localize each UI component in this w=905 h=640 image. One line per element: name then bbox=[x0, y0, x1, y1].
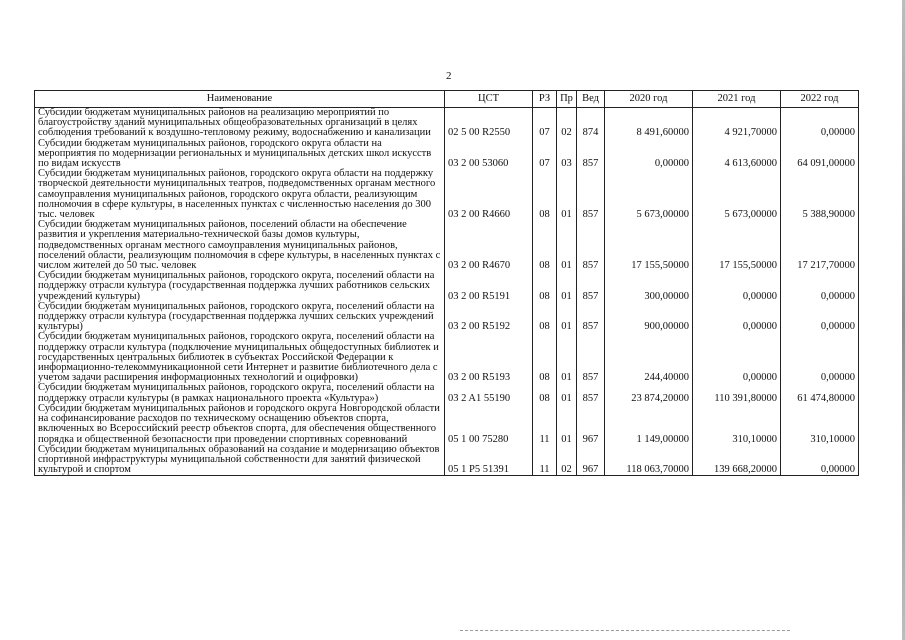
cell-name: Субсидии бюджетам муниципальных районов на реализацию мероприятий по благоустройству зданий муниципальных общеобразовательных организаций в целях соблюдения требований к воздушно-тепловому режиму, водоснабжению и канализации bbox=[35, 108, 445, 139]
header-rz: РЗ bbox=[533, 91, 557, 108]
cell-2021: 4 921,70000 bbox=[693, 108, 781, 139]
table-row bbox=[35, 169, 859, 220]
cell-ved: 857 bbox=[577, 220, 605, 271]
header-2020: 2020 год bbox=[605, 91, 693, 108]
table-row bbox=[35, 332, 859, 383]
cell-pr: 01 bbox=[557, 332, 577, 383]
cell-2022: 61 474,80000 bbox=[781, 383, 859, 403]
cell-code: 03 2 A1 55190 bbox=[445, 383, 533, 403]
cell-name: Субсидии бюджетам муниципальных районов, городского округа, поселений области на поддержку отрасли культура (подключение муниципальных общедоступных библиотек и государственных центральных библиотек в субъектах Российской Федерации к информационно-телекоммуникационной сети Интернет и развитие библиотечного дела с учетом задачи расширения информационных технологий и оцифровки) bbox=[35, 332, 445, 383]
table-row bbox=[35, 383, 859, 403]
cell-2022: 5 388,90000 bbox=[781, 169, 859, 220]
cell-2020: 900,00000 bbox=[605, 302, 693, 333]
cell-name: Субсидии бюджетам муниципальных образований на создание и модернизацию объектов спортивной инфраструктуры муниципальной собственности для занятий физической культурой и спортом bbox=[35, 445, 445, 476]
cell-name: Субсидии бюджетам муниципальных районов, поселений области на обеспечение развития и укрепления материально-технической базы домов культуры, подведомственных органам местного самоуправления муниципальных районов, поселений области, реализующим полномочия в сфере культуры, в населенных пунктах с числом жителей до 50 тыс. человек bbox=[35, 220, 445, 271]
cell-rz: 11 bbox=[533, 445, 557, 476]
cell-ved: 967 bbox=[577, 445, 605, 476]
cell-ved: 857 bbox=[577, 302, 605, 333]
cell-code: 03 2 00 R5192 bbox=[445, 302, 533, 333]
cell-2021: 310,10000 bbox=[693, 404, 781, 445]
table-row bbox=[35, 271, 859, 302]
cell-2020: 17 155,50000 bbox=[605, 220, 693, 271]
cell-rz: 08 bbox=[533, 332, 557, 383]
table-row bbox=[35, 445, 859, 476]
cell-name: Субсидии бюджетам муниципальных районов, городского округа области на поддержку творческой деятельности муниципальных театров, подведомственных органам местного самоуправления муниципальных районов, городского округа области, реализующим полномочия в сфере культуры, в населенных пунктах с численностью населения до 300 тыс. человек bbox=[35, 169, 445, 220]
cell-2022: 0,00000 bbox=[781, 108, 859, 139]
cell-rz: 08 bbox=[533, 302, 557, 333]
table-header bbox=[35, 91, 859, 108]
cell-rz: 07 bbox=[533, 108, 557, 139]
cell-ved: 967 bbox=[577, 404, 605, 445]
cell-2021: 17 155,50000 bbox=[693, 220, 781, 271]
cell-code: 05 1 P5 51391 bbox=[445, 445, 533, 476]
table-row bbox=[35, 139, 859, 170]
table-row bbox=[35, 220, 859, 271]
cell-2022: 64 091,00000 bbox=[781, 139, 859, 170]
cell-rz: 11 bbox=[533, 404, 557, 445]
cell-code: 03 2 00 53060 bbox=[445, 139, 533, 170]
cell-ved: 874 bbox=[577, 108, 605, 139]
cell-ved: 857 bbox=[577, 332, 605, 383]
cell-2020: 1 149,00000 bbox=[605, 404, 693, 445]
cell-2022: 0,00000 bbox=[781, 332, 859, 383]
cell-2020: 23 874,20000 bbox=[605, 383, 693, 403]
cell-pr: 03 bbox=[557, 139, 577, 170]
table-row bbox=[35, 108, 859, 139]
cell-2022: 0,00000 bbox=[781, 271, 859, 302]
cell-ved: 857 bbox=[577, 169, 605, 220]
cell-2021: 4 613,60000 bbox=[693, 139, 781, 170]
cell-pr: 01 bbox=[557, 302, 577, 333]
cell-name: Субсидии бюджетам муниципальных районов, городского округа, поселений области на поддержку отрасли культура (государственная поддержка лучших работников сельских учреждений культуры) bbox=[35, 271, 445, 302]
header-2022: 2022 год bbox=[781, 91, 859, 108]
cell-pr: 02 bbox=[557, 445, 577, 476]
cell-name: Субсидии бюджетам муниципальных районов, городского округа, поселений области на поддержку отрасли культура (государственная поддержка лучших сельских учреждений культуры) bbox=[35, 302, 445, 333]
header-code: ЦСТ bbox=[445, 91, 533, 108]
header-name: Наименование bbox=[35, 91, 445, 108]
cell-pr: 01 bbox=[557, 383, 577, 403]
cell-name: Субсидии бюджетам муниципальных районов, городского округа, поселений области на поддержку отрасли культуры (в рамках национального проекта «Культура») bbox=[35, 383, 445, 403]
cell-ved: 857 bbox=[577, 271, 605, 302]
cell-2020: 5 673,00000 bbox=[605, 169, 693, 220]
cell-pr: 01 bbox=[557, 404, 577, 445]
cell-name: Субсидии бюджетам муниципальных районов, городского округа области на мероприятия по модернизации региональных и муниципальных детских школ искусств по видам искусств bbox=[35, 139, 445, 170]
cell-code: 03 2 00 R4660 bbox=[445, 169, 533, 220]
cell-pr: 02 bbox=[557, 108, 577, 139]
cell-2021: 0,00000 bbox=[693, 302, 781, 333]
budget-table bbox=[34, 90, 859, 476]
cell-2022: 0,00000 bbox=[781, 445, 859, 476]
cell-code: 03 2 00 R5193 bbox=[445, 332, 533, 383]
cell-2022: 0,00000 bbox=[781, 302, 859, 333]
cell-pr: 01 bbox=[557, 169, 577, 220]
page-number: 2 bbox=[446, 70, 452, 82]
cell-code: 05 1 00 75280 bbox=[445, 404, 533, 445]
cell-rz: 07 bbox=[533, 139, 557, 170]
cell-2021: 139 668,20000 bbox=[693, 445, 781, 476]
cell-2020: 300,00000 bbox=[605, 271, 693, 302]
header-2021: 2021 год bbox=[693, 91, 781, 108]
table-body bbox=[35, 108, 859, 476]
cell-2021: 5 673,00000 bbox=[693, 169, 781, 220]
cell-2022: 310,10000 bbox=[781, 404, 859, 445]
cell-rz: 08 bbox=[533, 220, 557, 271]
cell-2020: 8 491,60000 bbox=[605, 108, 693, 139]
cell-rz: 08 bbox=[533, 383, 557, 403]
cell-pr: 01 bbox=[557, 220, 577, 271]
cell-pr: 01 bbox=[557, 271, 577, 302]
cell-2020: 118 063,70000 bbox=[605, 445, 693, 476]
table-row bbox=[35, 404, 859, 445]
cell-name: Субсидии бюджетам муниципальных районов и городского округа Новгородской области на софинансирование расходов по техническому оснащению объектов спорта, включенных во Всероссийский реестр объектов спорта, для обеспечения общественного порядка и общественной безопасности при проведении спортивных соревнований bbox=[35, 404, 445, 445]
header-ved: Вед bbox=[577, 91, 605, 108]
cell-2020: 244,40000 bbox=[605, 332, 693, 383]
cell-code: 02 5 00 R2550 bbox=[445, 108, 533, 139]
cell-2021: 0,00000 bbox=[693, 332, 781, 383]
cell-ved: 857 bbox=[577, 139, 605, 170]
cell-rz: 08 bbox=[533, 169, 557, 220]
header-pr: Пр bbox=[557, 91, 577, 108]
cell-code: 03 2 00 R4670 bbox=[445, 220, 533, 271]
scan-bottom-artifact bbox=[460, 630, 790, 632]
cell-2021: 110 391,80000 bbox=[693, 383, 781, 403]
cell-ved: 857 bbox=[577, 383, 605, 403]
cell-2021: 0,00000 bbox=[693, 271, 781, 302]
cell-2020: 0,00000 bbox=[605, 139, 693, 170]
cell-2022: 17 217,70000 bbox=[781, 220, 859, 271]
cell-rz: 08 bbox=[533, 271, 557, 302]
table-row bbox=[35, 302, 859, 333]
cell-code: 03 2 00 R5191 bbox=[445, 271, 533, 302]
